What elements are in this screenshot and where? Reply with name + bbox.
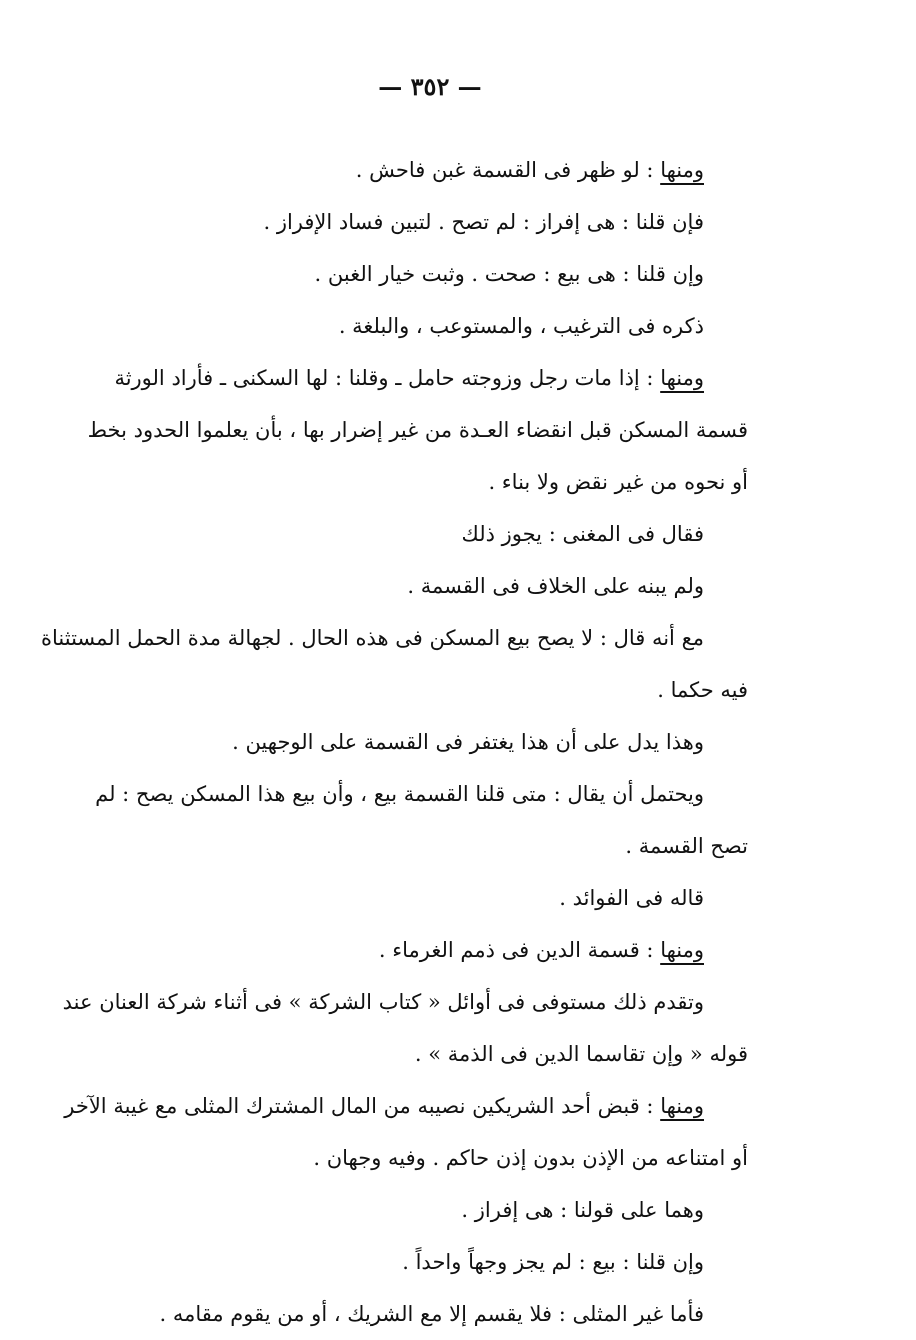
paragraph-line: مع أنه قال : لا يصح بيع المسكن فى هذه الحال . لجهالة مدة الحمل المستثناة — [41, 626, 704, 650]
page-number: — ٣٥٢ — — [378, 72, 482, 101]
paragraph-line: قسمة المسكن قبل انقضاء العـدة من غير إضرار بها ، بأن يعلموا الحدود بخط — [87, 418, 748, 442]
paragraph-line: وإن قلنا : هى بيع : صحت . وثبت خيار الغبن . — [314, 262, 704, 286]
paragraph-line: وتقدم ذلك مستوفى فى أوائل « كتاب الشركة » فى أثناء شركة العنان عند — [62, 990, 704, 1014]
paragraph-line: وإن قلنا : بيع : لم يجز وجهاً واحداً . — [402, 1250, 704, 1274]
paragraph-line: ذكره فى الترغيب ، والمستوعب ، والبلغة . — [338, 314, 704, 338]
paragraph-line: قوله « وإن تقاسما الدين فى الذمة » . — [414, 1042, 748, 1066]
paragraph-line: ويحتمل أن يقال : متى قلنا القسمة بيع ، وأن بيع هذا المسكن يصح : لم — [95, 782, 704, 806]
paragraph-line — [108, 144, 748, 196]
line-text: : إذا مات رجل وزوجته حامل ـ وقلنا : لها السكنى ـ فأراد الورثة — [114, 366, 661, 390]
line-text: : قبض أحد الشريكين نصيبه من المال المشترك المثلى مع غيبة الآخر — [64, 1094, 661, 1118]
paragraph-line: وهذا يدل على أن هذا يغتفر فى القسمة على الوجهين . — [232, 730, 704, 754]
section-lead-word: ومنها — [660, 366, 704, 390]
line-text: : قسمة الدين فى ذمم الغرماء . — [378, 938, 661, 962]
paragraph-line: فيه حكما . — [657, 678, 748, 702]
line-text: : لو ظهر فى القسمة غبن فاحش . — [355, 158, 661, 182]
paragraph-line: فقال فى المغنى : يجوز ذلك — [461, 522, 704, 546]
section-lead-word: ومنها — [660, 938, 704, 962]
page-body-text — [41, 144, 748, 1340]
section-lead-word: ومنها — [660, 158, 704, 182]
paragraph-line: أو نحوه من غير نقض ولا بناء . — [488, 470, 748, 494]
paragraph-line: وهما على قولنا : هى إفراز . — [461, 1198, 704, 1222]
section-lead-word: ومنها — [660, 1094, 704, 1118]
paragraph-line — [108, 352, 748, 404]
paragraph-line: ولم يبنه على الخلاف فى القسمة . — [407, 574, 704, 598]
paragraph-line: تصح القسمة . — [625, 834, 748, 858]
paragraph-line — [108, 924, 748, 976]
paragraph-line: فأما غير المثلى : فلا يقسم إلا مع الشريك ، أو من يقوم مقامه . — [159, 1302, 704, 1326]
paragraph-line: قاله فى الفوائد . — [559, 886, 704, 910]
paragraph-line: أو امتناعه من الإذن بدون إذن حاكم . وفيه وجهان . — [313, 1146, 748, 1170]
paragraph-line — [64, 1080, 748, 1132]
paragraph-line: فإن قلنا : هى إفراز : لم تصح . لتبين فساد الإفراز . — [263, 210, 704, 234]
